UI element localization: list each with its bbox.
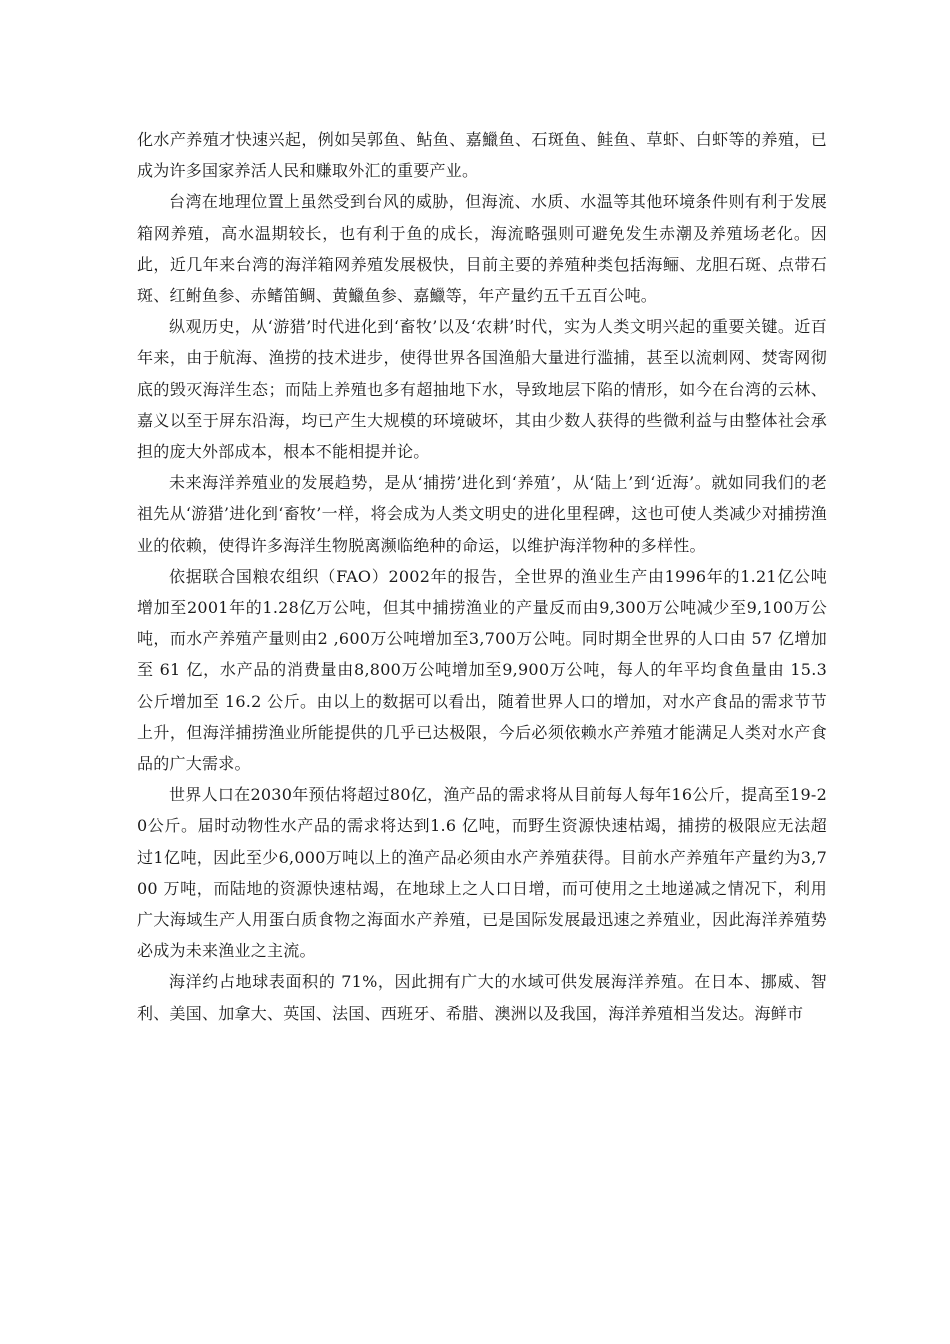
paragraph-population-forecast: 世界人口在2030年预估将超过80亿，渔产品的需求将从目前每人每年16公斤，提高至19-20公斤。届时动物性水产品的需求将达到1.6 亿吨，而野生资源快速枯竭，捕捞的极限应无法超过1亿吨，因此至少6,000万吨以上的渔产品必须由水产养殖获得。目前水产养殖年产量约为3,700 万吨，而陆地的资源快速枯竭，在地球上之人口日增，而可使用之土地递减之情况下，利用广大海域生产人用蛋白质食物之海面水产养殖，已是国际发展最迅速之养殖业，因此海洋养殖势必成为未来渔业之主流。 bbox=[137, 785, 827, 961]
paragraph-fao-report: 依据联合国粮农组织（FAO）2002年的报告，全世界的渔业生产由1996年的1.21亿公吨增加至2001年的1.28亿万公吨，但其中捕捞渔业的产量反而由9,300万公吨减少至9,100万公吨，而水产养殖产量则由2 ,600万公吨增加至3,700万公吨。同时期全世界的人口由 57 亿增加至 61 亿，水产品的消费量由8,800万公吨增加至9,900万公吨，每人的年平均食鱼量由 15.3 公斤增加至 16.2 公斤。由以上的数据可以看出，随着世界人口的增加，对水产食品的需求节节上升，但海洋捕捞渔业所能提供的几乎已达极限，今后必须依赖水产养殖才能满足人类对水产食品的广大需求。 bbox=[137, 566, 827, 774]
paragraph-taiwan-cage-culture: 台湾在地理位置上虽然受到台风的威胁，但海流、水质、水温等其他环境条件则有利于发展箱网养殖，高水温期较长，也有利于鱼的成长，海流略强则可避免发生赤潮及养殖场老化。因此，近几年来台湾的海洋箱网养殖发展极快，目前主要的养殖种类包括海鲡、龙胆石斑、点带石斑、红鲋鱼参、赤鳍笛鲷、黄鱲鱼参、嘉鱲等，年产量约五千五百公吨。 bbox=[137, 192, 827, 306]
paragraph-history: 纵观历史，从‘游猎’时代进化到‘畜牧’以及‘农耕’时代，实为人类文明兴起的重要关键。近百年来，由于航海、渔捞的技术进步，使得世界各国渔船大量进行滥捕，甚至以流刺网、焚寄网彻底的毁灭海洋生态；而陆上养殖也多有超抽地下水，导致地层下陷的情形，如今在台湾的云林、嘉义以至于屏东沿海，均已产生大规模的环境破坏，其由少数人获得的些微利益与由整体社会承担的庞大外部成本，根本不能相提并论。 bbox=[137, 317, 827, 462]
document-body bbox=[137, 124, 827, 1029]
paragraph-continuation: 化水产养殖才快速兴起，例如吴郭鱼、鲇鱼、嘉鱲鱼、石斑鱼、鲑鱼、草虾、白虾等的养殖，已成为许多国家养活人民和赚取外汇的重要产业。 bbox=[137, 130, 827, 181]
paragraph-future-trend: 未来海洋养殖业的发展趋势，是从‘捕捞’进化到‘养殖’，从‘陆上’到‘近海’。就如同我们的老祖先从‘游猎’进化到‘畜牧’一样，将会成为人类文明史的进化里程碑，这也可使人类减少对捕捞渔业的依赖，使得许多海洋生物脱离濒临绝种的命运，以维护海洋物种的多样性。 bbox=[137, 473, 827, 555]
paragraph-ocean-area: 海洋约占地球表面积的 71%，因此拥有广大的水域可供发展海洋养殖。在日本、挪威、智利、美国、加拿大、英国、法国、西班牙、希腊、澳洲以及我国，海洋养殖相当发达。海鲜市 bbox=[137, 972, 827, 1023]
